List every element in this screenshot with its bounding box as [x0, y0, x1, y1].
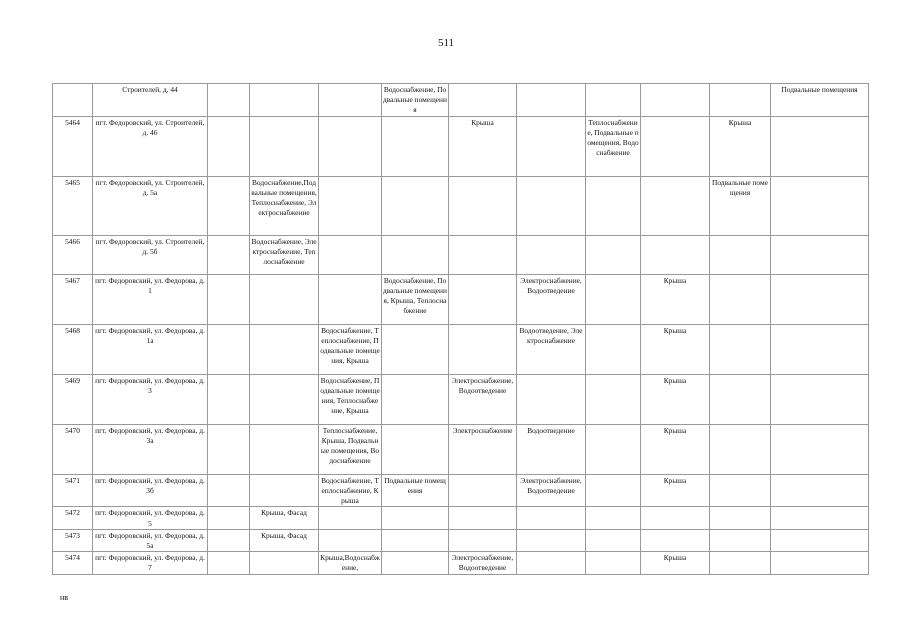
address-cell: пгт. Федоровский, ул. Федорова, д. 1 — [93, 274, 208, 324]
work-cell: Крыша, Фасад — [250, 529, 319, 551]
work-cell: Водоснабжение, Подвальные помещения, Теплоснабжение, Крыша — [319, 374, 382, 424]
work-cell — [771, 324, 869, 374]
work-cell: Водоснабжение, Электроснабжение, Теплоснабжение — [250, 235, 319, 274]
row-number: 5466 — [53, 235, 93, 274]
work-cell — [710, 274, 771, 324]
table-row — [53, 552, 869, 574]
address-cell: пгт. Федоровский, ул. Федорова, д. 1а — [93, 324, 208, 374]
work-cell: Подвальные помещения — [771, 84, 869, 117]
work-cell: Крыша, Фасад — [250, 507, 319, 529]
work-cell — [586, 424, 641, 474]
work-cell — [710, 424, 771, 474]
work-cell: Водоотведение — [517, 424, 586, 474]
work-cell: Крыша — [641, 324, 710, 374]
work-cell — [449, 176, 517, 235]
work-cell — [382, 552, 449, 574]
blank-cell — [208, 374, 250, 424]
work-cell: Крыша — [710, 116, 771, 176]
address-cell: пгт. Федоровский, ул. Федорова, д. 3а — [93, 424, 208, 474]
works-table — [52, 83, 869, 575]
work-cell: Водоснабжение, Подвальные помещения, Крыша, Теплоснабжение — [382, 274, 449, 324]
blank-cell — [208, 507, 250, 529]
work-cell: Крыша — [449, 116, 517, 176]
work-cell — [517, 84, 586, 117]
page-number: 511 — [437, 37, 455, 49]
row-number: 5469 — [53, 374, 93, 424]
address-cell: Строителей, д. 44 — [93, 84, 208, 117]
work-cell: Электроснабжение — [449, 424, 517, 474]
row-number: 5472 — [53, 507, 93, 529]
table-row — [53, 176, 869, 235]
row-number: 5471 — [53, 474, 93, 507]
work-cell: Водоснабжение, Подвальные помещения — [383, 85, 447, 115]
work-cell — [710, 374, 771, 424]
table-row — [53, 474, 869, 507]
work-cell: Водоснабжение,Подвальные помещения, Теплоснабжение, Электроснабжение — [250, 176, 319, 235]
row-number: 5467 — [53, 274, 93, 324]
address-cell: пгт. Федоровский, ул. Федорова, д. 7 — [93, 552, 208, 574]
blank-cell — [208, 84, 250, 117]
work-cell — [250, 84, 319, 117]
table-row — [53, 424, 869, 474]
work-cell: Крыша — [641, 474, 710, 507]
work-cell — [586, 324, 641, 374]
address-cell: пгт. Федоровский, ул. Строителей, д. 5а — [93, 176, 208, 235]
work-cell: Электроснабжение, Водоотведение — [517, 474, 586, 507]
work-cell — [382, 116, 449, 176]
work-cell — [771, 552, 869, 574]
work-cell — [449, 507, 517, 529]
work-cell — [319, 507, 382, 529]
work-cell — [771, 235, 869, 274]
work-cell — [771, 274, 869, 324]
table-row — [53, 374, 869, 424]
work-cell — [641, 176, 710, 235]
work-cell — [586, 529, 641, 551]
table-row — [53, 274, 869, 324]
work-cell: Крыша — [641, 424, 710, 474]
work-cell — [771, 529, 869, 551]
work-cell — [250, 424, 319, 474]
work-cell — [319, 274, 382, 324]
work-cell — [771, 474, 869, 507]
work-cell: Крыша — [641, 552, 710, 574]
work-cell: Водоснабжение, Теплоснабжение, Подвальные помещения, Крыша — [319, 324, 382, 374]
work-cell — [517, 116, 586, 176]
address-cell: пгт. Федоровский, ул. Федорова, д. 5 — [93, 507, 208, 529]
work-cell — [250, 274, 319, 324]
work-cell — [382, 324, 449, 374]
address-cell: пгт. Федоровский, ул. Строителей, д. 5б — [93, 235, 208, 274]
work-cell — [641, 529, 710, 551]
work-cell — [449, 84, 517, 117]
table-row — [53, 84, 869, 117]
work-cell — [586, 474, 641, 507]
work-cell — [641, 116, 710, 176]
address-cell: пгт. Федоровский, ул. Федорова, д. 5а — [93, 529, 208, 551]
work-cell — [771, 424, 869, 474]
work-cell — [710, 507, 771, 529]
work-cell: Электроснабжение, Водоотведение — [449, 552, 517, 574]
table-row — [53, 324, 869, 374]
blank-cell — [208, 274, 250, 324]
work-cell — [586, 235, 641, 274]
row-number: 5468 — [53, 324, 93, 374]
work-cell — [449, 529, 517, 551]
table-row — [53, 116, 869, 176]
work-cell — [449, 474, 517, 507]
work-cell — [319, 529, 382, 551]
work-cell: Электроснабжение, Водоотведение — [449, 374, 517, 424]
work-cell — [771, 374, 869, 424]
address-cell: пгт. Федоровский, ул. Федорова, д. 3 — [93, 374, 208, 424]
row-number — [53, 84, 93, 117]
work-cell — [710, 474, 771, 507]
work-cell — [771, 116, 869, 176]
work-cell — [382, 507, 449, 529]
row-number: 5474 — [53, 552, 93, 574]
work-cell — [319, 176, 382, 235]
address-cell: пгт. Федоровский, ул. Строителей, д. 46 — [93, 116, 208, 176]
work-cell — [250, 552, 319, 574]
work-cell — [641, 84, 710, 117]
work-cell: Водоотведение, Электроснабжение — [517, 324, 586, 374]
work-cell — [710, 324, 771, 374]
work-cell — [641, 507, 710, 529]
blank-cell — [208, 324, 250, 374]
footer-mark: нв — [60, 593, 69, 602]
work-cell — [449, 235, 517, 274]
work-cell — [382, 374, 449, 424]
work-cell — [319, 116, 382, 176]
table-row — [53, 507, 869, 529]
work-cell — [586, 274, 641, 324]
address-cell: пгт. Федоровский, ул. Федорова, д. 3б — [93, 474, 208, 507]
work-cell: Электроснабжение, Водоотведение — [517, 274, 586, 324]
work-cell — [710, 529, 771, 551]
work-cell — [250, 474, 319, 507]
work-cell: Теплоснабжение, Подвальные помещения, Водоснабжение — [586, 116, 641, 176]
work-cell — [710, 84, 771, 117]
work-cell — [517, 235, 586, 274]
work-cell: Крыша,Водоснабжение, — [320, 553, 380, 573]
work-cell — [319, 235, 382, 274]
work-cell: Крыша — [641, 374, 710, 424]
work-cell — [641, 235, 710, 274]
work-cell — [710, 552, 771, 574]
blank-cell — [208, 424, 250, 474]
work-cell — [382, 424, 449, 474]
work-cell: Подвальные помещения — [710, 176, 771, 235]
table-row — [53, 529, 869, 551]
work-cell — [382, 529, 449, 551]
work-cell — [517, 374, 586, 424]
blank-cell — [208, 474, 250, 507]
blank-cell — [208, 529, 250, 551]
row-number: 5465 — [53, 176, 93, 235]
table-row — [53, 235, 869, 274]
work-cell — [771, 507, 869, 529]
work-cell — [771, 176, 869, 235]
blank-cell — [208, 116, 250, 176]
row-number: 5470 — [53, 424, 93, 474]
work-cell — [517, 552, 586, 574]
work-cell — [517, 176, 586, 235]
work-cell — [319, 84, 382, 117]
work-cell — [710, 235, 771, 274]
work-cell: Водоснабжение, Теплоснабжение, Крыша — [319, 474, 382, 507]
work-cell: Теплоснабжение, Крыша, Подвальные помещения, Водоснабжение — [319, 424, 382, 474]
blank-cell — [208, 176, 250, 235]
work-cell — [586, 374, 641, 424]
work-cell — [586, 507, 641, 529]
work-cell — [250, 116, 319, 176]
work-cell — [449, 274, 517, 324]
work-cell — [517, 507, 586, 529]
work-cell — [586, 552, 641, 574]
work-cell — [250, 374, 319, 424]
work-cell — [382, 176, 449, 235]
row-number: 5473 — [53, 529, 93, 551]
work-cell — [250, 324, 319, 374]
work-cell — [517, 529, 586, 551]
row-number: 5464 — [53, 116, 93, 176]
work-cell — [449, 324, 517, 374]
blank-cell — [208, 552, 250, 574]
work-cell — [586, 84, 641, 117]
work-cell: Крыша — [641, 274, 710, 324]
work-cell — [586, 176, 641, 235]
blank-cell — [208, 235, 250, 274]
work-cell — [382, 235, 449, 274]
work-cell: Подвальные помещения — [382, 474, 449, 507]
